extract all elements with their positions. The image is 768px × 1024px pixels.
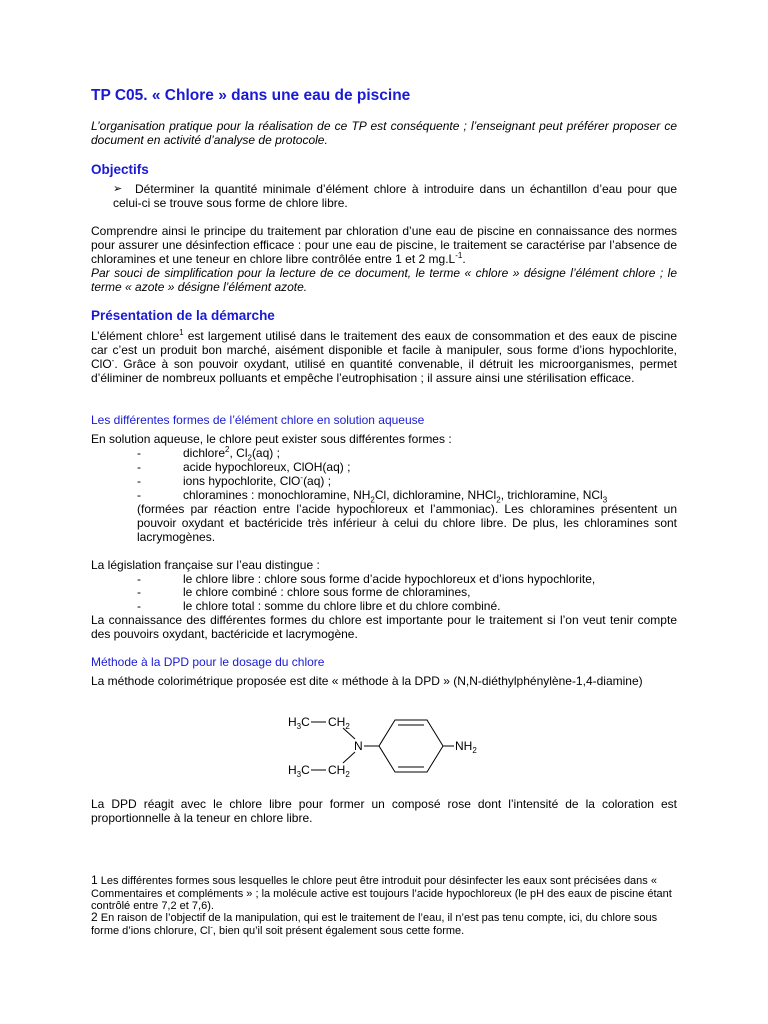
simplification-note: Par souci de simplification pour la lecture de ce document, le terme « chlore » désigne l’élément chlore ; le terme « azote » désigne l’élément azote. <box>91 266 677 294</box>
objectifs-heading: Objectifs <box>91 162 149 177</box>
dpd-heading: Méthode à la DPD pour le dosage du chlore <box>91 655 325 669</box>
presentation-heading: Présentation de la démarche <box>91 308 275 323</box>
chloramines-note: (formées par réaction entre l’acide hypochloreux et l’ammoniac). Les chloramines présentent un pouvoir oxydant et bactéricide très inférieur à celui du chlore libre. De plus, les chloramines sont lacrymogènes. <box>137 502 677 544</box>
dpd-molecule-diagram <box>281 708 501 784</box>
page-title: TP C05. « Chlore » dans une eau de piscine <box>91 87 411 104</box>
methyl-bottom: $H_3C$ <box>288 763 310 779</box>
footnote-1: 1 Les différentes formes sous lesquelles le chlore peut être introduit pour désinfecter les eaux sont précisées dans « Commentaires et compléments » ; la molécule active est toujours l’acide hypochloreux (le pH des eaux de piscine étant contrôlé entre 7,2 et 7,6). <box>91 873 672 912</box>
comprendre-paragraph: Comprendre ainsi le principe du traitement par chloration d’une eau de piscine en connaissance des normes pour assurer une désinfection efficace : pour une eau de piscine, le traitement se caractérise par l’absence de chloramines et une teneur en chlore libre contrôlée entre 1 et 2 $mg.L^{-1}$. <box>91 224 677 266</box>
footnote-2: 2 En raison de l’objectif de la manipulation, qui est le traitement de l’eau, il n’est pas tenu compte, ici, du chlore sous forme d’ions chlorure, Cl-, bien qu’il soit présent également sous cette forme. <box>91 910 658 937</box>
list-item: - ions hypochlorite, ClO-(aq) ; <box>137 473 332 488</box>
methylene-bottom: $CH_2$ <box>328 763 350 779</box>
objectif-text: Déterminer la quantité minimale d’élément chlore à introduire dans un échantillon d’eau pour que celui-ci se trouve sous forme de chlore libre. <box>113 182 677 210</box>
formes-lead: En solution aqueuse, le chlore peut exister sous différentes formes : <box>91 432 452 446</box>
list-item: - dichlore$^2$, $Cl_2(aq)$ ; <box>137 445 280 463</box>
legislation-after: La connaissance des différentes formes du chlore est importante pour le traitement si l’on veut tenir compte des pouvoirs oxydant, bactéricide et lacrymogène. <box>91 613 677 641</box>
legislation-lead: La législation française sur l’eau distingue : <box>91 558 320 572</box>
amine-group: $NH_2$ <box>455 739 477 755</box>
nitrogen-atom: N <box>354 739 363 753</box>
methylene-top: $CH_2$ <box>328 715 350 731</box>
dpd-reaction-paragraph: La DPD réagit avec le chlore libre pour former un composé rose dont l’intensité de la coloration est proportionnelle à la teneur en chlore libre. <box>91 797 677 825</box>
presentation-paragraph: L’élément chlore$^1$ est largement utilisé dans le traitement des eaux de consommation et des eaux de piscine car c’est un produit bon marché, aisément disponible et facile à manipuler, sous forme d’ions hypochlorite, ClO-. Grâce à son pouvoir oxydant, utilisé en quantité convenable, il détruit les microorganismes, permet d’éliminer de nombreux polluants et empêche l’eutrophisation ; il assure ainsi une stérilisation efficace. <box>91 328 677 385</box>
arrow-bullet-icon: ➢ <box>113 183 123 195</box>
list-item: - chloramines : monochloramine, $NH_2Cl$, dichloramine, NHCl$_2$, trichloramine, NCl$_3$ <box>137 488 608 505</box>
list-item: - le chlore combiné : chlore sous forme de chloramines, <box>137 585 471 599</box>
list-item: - acide hypochloreux, ClOH(aq) ; <box>137 460 351 474</box>
objectif-bullet <box>113 182 677 210</box>
list-item: - le chlore libre : chlore sous forme d’acide hypochloreux et d’ions hypochlorite, <box>137 572 596 586</box>
methyl-top: $H_3C$ <box>288 715 310 731</box>
list-item: - le chlore total : somme du chlore libre et du chlore combiné. <box>137 599 501 613</box>
dpd-paragraph: La méthode colorimétrique proposée est dite « méthode à la DPD » (N,N-diéthylphénylène-1,4-diamine) <box>91 674 643 688</box>
formes-heading: Les différentes formes de l’élément chlore en solution aqueuse <box>91 413 425 427</box>
intro-paragraph: L’organisation pratique pour la réalisation de ce TP est conséquente ; l’enseignant peut préférer proposer ce document en activité d’analyse de protocole. <box>91 119 677 147</box>
